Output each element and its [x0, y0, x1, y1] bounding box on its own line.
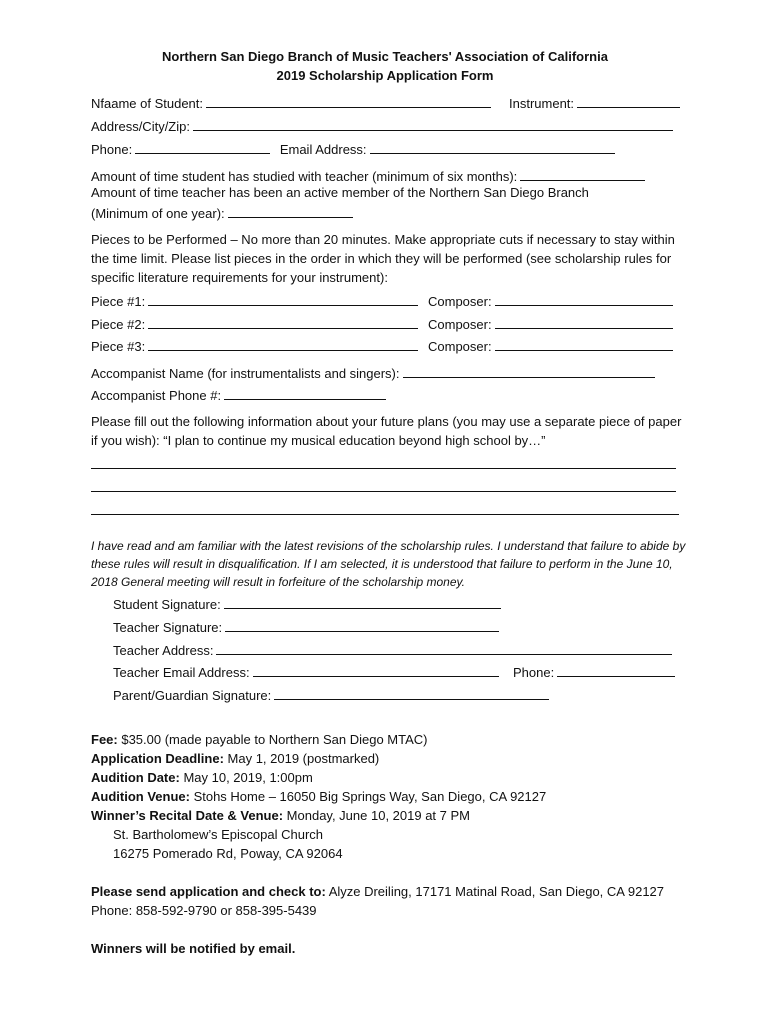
piece-1-label: Piece #1:	[91, 294, 146, 309]
phone-label: Phone:	[91, 142, 133, 157]
deadline-label: Application Deadline:	[91, 751, 224, 766]
piece-2-field[interactable]	[148, 314, 418, 329]
email-label: Email Address:	[279, 142, 367, 157]
notify-line	[91, 940, 295, 957]
piece-2-label: Piece #2:	[91, 317, 146, 332]
agreement-statement: I have read and am familiar with the latest revisions of the scholarship rules. I understand that failure to abide by these rules will result in disqualification. If I am selected, it is understood that failure to perform in the June 10, 2018 General meeting will result in forfeiture of the scholarship money.	[91, 539, 686, 589]
audition-date-label: Audition Date:	[91, 770, 180, 785]
teacher-member-field[interactable]	[228, 203, 353, 218]
future-plans-line-3[interactable]	[91, 514, 679, 515]
teacher-member-line-1: Amount of time teacher has been an active member of the Northern San Diego Branch	[91, 185, 589, 200]
form-title: 2019 Scholarship Application Form	[276, 68, 494, 83]
piece-1-row	[91, 291, 418, 310]
audition-venue-label: Audition Venue:	[91, 789, 190, 804]
composer-1-row	[428, 291, 673, 310]
accompanist-phone-row	[91, 385, 386, 404]
composer-1-label: Composer:	[428, 294, 492, 309]
contact-phone: Phone: 858-592-9790 or 858-395-5439	[91, 903, 317, 918]
teacher-phone-label: Phone:	[513, 665, 555, 680]
student-signature-label: Student Signature:	[113, 597, 221, 612]
future-plans-line-2[interactable]	[91, 491, 676, 492]
composer-3-row	[428, 336, 673, 355]
teacher-member-row	[91, 203, 353, 222]
send-label: Please send application and check to:	[91, 884, 326, 899]
student-signature-field[interactable]	[224, 594, 501, 609]
audition-date-line	[91, 769, 313, 786]
time-studied-label: Amount of time student has studied with teacher (minimum of six months):	[91, 169, 518, 184]
instrument-label: Instrument:	[509, 96, 575, 111]
fee-line	[91, 731, 428, 748]
student-name-field[interactable]	[206, 93, 491, 108]
audition-date-value: May 10, 2019, 1:00pm	[179, 770, 313, 785]
pieces-instructions: Pieces to be Performed – No more than 20 minutes. Make appropriate cuts if necessary to stay within the time limit. Please list pieces in the order in which they will be performed (see scholarship rules for specific literature requirements for your instrument):	[91, 232, 675, 285]
fee-label: Fee:	[91, 732, 118, 747]
student-signature-row	[113, 594, 501, 613]
composer-2-field[interactable]	[495, 314, 673, 329]
parent-signature-row	[113, 685, 549, 704]
composer-2-label: Composer:	[428, 317, 492, 332]
accompanist-phone-label: Accompanist Phone #:	[91, 388, 222, 403]
future-plans-prompt: Please fill out the following information about your future plans (you may use a separate piece of paper if you wish): “I plan to continue my musical education beyond high school by…”	[91, 414, 682, 448]
address-row	[91, 116, 673, 135]
email-field[interactable]	[370, 139, 615, 154]
future-plans-line-1[interactable]	[91, 468, 676, 469]
phone-field[interactable]	[135, 139, 270, 154]
time-studied-field[interactable]	[520, 166, 645, 181]
piece-3-label: Piece #3:	[91, 339, 146, 354]
piece-1-field[interactable]	[148, 291, 418, 306]
org-title: Northern San Diego Branch of Music Teachers' Association of California	[162, 49, 608, 64]
piece-3-field[interactable]	[148, 336, 418, 351]
teacher-phone-field[interactable]	[557, 662, 675, 677]
phone-email-row	[91, 139, 615, 158]
teacher-email-field[interactable]	[253, 662, 499, 677]
composer-2-row	[428, 314, 673, 333]
address-label: Address/City/Zip:	[91, 119, 190, 134]
instrument-row	[509, 93, 680, 112]
accompanist-name-field[interactable]	[403, 363, 655, 378]
teacher-email-label: Teacher Email Address:	[113, 665, 250, 680]
teacher-phone-row	[513, 662, 675, 681]
teacher-address-label: Teacher Address:	[113, 643, 214, 658]
teacher-address-field[interactable]	[216, 640, 672, 655]
piece-3-row	[91, 336, 418, 355]
instrument-field[interactable]	[577, 93, 680, 108]
fee-value: $35.00 (made payable to Northern San Diego MTAC)	[117, 732, 428, 747]
student-name-label: Nfaame of Student:	[91, 96, 204, 111]
deadline-line	[91, 750, 379, 767]
parent-signature-field[interactable]	[274, 685, 549, 700]
church-address: 16275 Pomerado Rd, Poway, CA 92064	[113, 846, 343, 861]
accompanist-name-row	[91, 363, 655, 382]
accompanist-phone-field[interactable]	[224, 385, 386, 400]
teacher-address-row	[113, 640, 672, 659]
composer-3-label: Composer:	[428, 339, 492, 354]
recital-line	[91, 807, 470, 824]
recital-value: Monday, June 10, 2019 at 7 PM	[283, 808, 470, 823]
church-name: St. Bartholomew’s Episcopal Church	[113, 827, 324, 842]
deadline-value: May 1, 2019 (postmarked)	[223, 751, 380, 766]
notify-text: Winners will be notified by email.	[91, 941, 296, 956]
composer-1-field[interactable]	[495, 291, 673, 306]
time-studied-row	[91, 166, 645, 185]
teacher-email-row	[113, 662, 499, 681]
audition-venue-line	[91, 788, 546, 805]
send-value: Alyze Dreiling, 17171 Matinal Road, San Diego, CA 92127	[325, 884, 665, 899]
teacher-signature-field[interactable]	[225, 617, 499, 632]
recital-label: Winner’s Recital Date & Venue:	[91, 808, 284, 823]
piece-2-row	[91, 314, 418, 333]
teacher-signature-row	[113, 617, 499, 636]
accompanist-name-label: Accompanist Name (for instrumentalists and singers):	[91, 366, 400, 381]
student-name-row	[91, 93, 491, 112]
parent-signature-label: Parent/Guardian Signature:	[113, 688, 272, 703]
send-line	[91, 883, 664, 900]
composer-3-field[interactable]	[495, 336, 673, 351]
teacher-signature-label: Teacher Signature:	[113, 620, 223, 635]
audition-venue-value: Stohs Home – 16050 Big Springs Way, San Diego, CA 92127	[189, 789, 547, 804]
address-field[interactable]	[193, 116, 673, 131]
teacher-member-label: (Minimum of one year):	[91, 206, 225, 221]
